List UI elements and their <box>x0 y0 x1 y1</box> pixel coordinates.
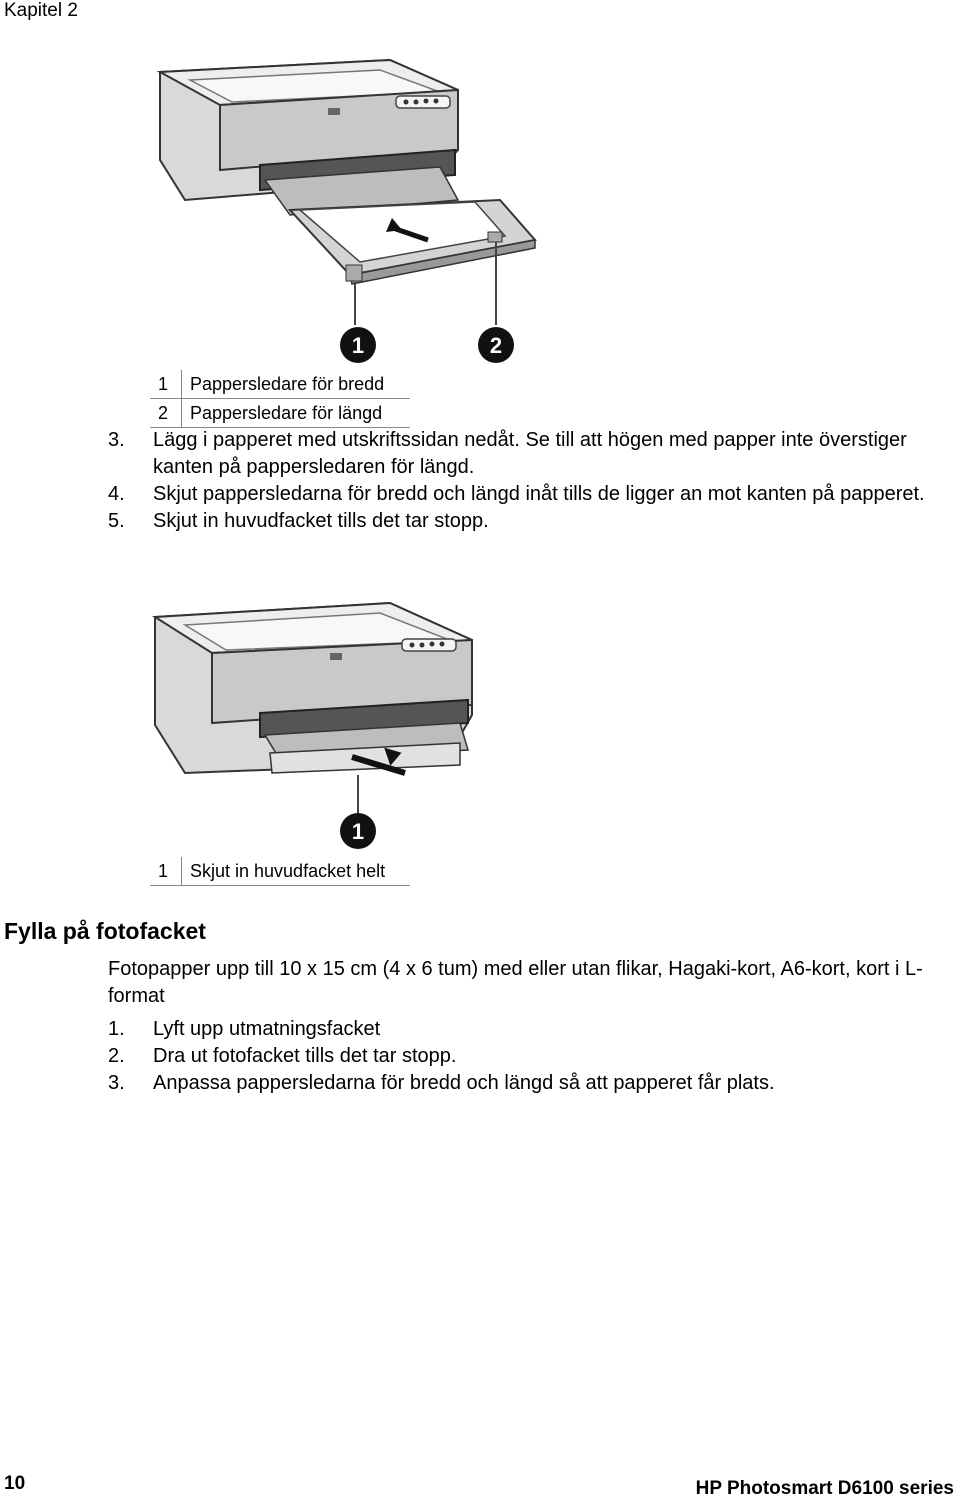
list-item <box>108 481 960 508</box>
step-number: 3. <box>108 429 125 451</box>
step-text: Dra ut fotofacket tills det tar stopp. <box>153 1045 457 1067</box>
page-number: 10 <box>4 1473 26 1494</box>
list-item <box>108 1016 775 1043</box>
legend-label: Pappersledare för längd <box>182 399 411 428</box>
step-number: 4. <box>108 483 125 505</box>
legend-number: 1 <box>150 857 182 886</box>
legend-row <box>150 399 410 428</box>
legend-number: 1 <box>150 370 182 399</box>
callout-2-icon <box>477 326 515 369</box>
step-text: Skjut pappersledarna för bredd och längd inåt tills de ligger an mot kanten på papperet. <box>153 483 925 505</box>
step-text: Lyft upp utmatningsfacket <box>153 1018 381 1040</box>
chapter-header: Kapitel 2 <box>4 0 78 21</box>
legend-row <box>150 370 410 399</box>
legend-row <box>150 857 410 886</box>
step-number: 2. <box>108 1045 125 1067</box>
legend-label: Pappersledare för bredd <box>182 370 411 399</box>
product-name: HP Photosmart D6100 series <box>695 1478 954 1499</box>
steps-list-b <box>108 1016 775 1097</box>
step-text: Skjut in huvudfacket tills det tar stopp. <box>153 510 489 532</box>
legend-number: 2 <box>150 399 182 428</box>
step-number: 1. <box>108 1018 125 1040</box>
callout-2-label: 2 <box>489 333 503 358</box>
steps-list-a <box>108 427 960 535</box>
list-item <box>108 508 960 535</box>
list-item <box>108 427 960 481</box>
list-item <box>108 1043 775 1070</box>
callout-1-icon <box>339 326 377 369</box>
callout-1-icon <box>339 812 377 855</box>
list-item <box>108 1070 775 1097</box>
printer-illustration-tray-in <box>140 595 480 815</box>
section-title: Fylla på fotofacket <box>4 918 206 944</box>
printer-illustration-tray-out <box>140 50 540 370</box>
legend-label: Skjut in huvudfacket helt <box>182 857 411 886</box>
figure1-legend <box>150 370 410 428</box>
step-number: 3. <box>108 1072 125 1094</box>
callout-1-label: 1 <box>351 819 365 844</box>
step-number: 5. <box>108 510 125 532</box>
callout-1-label: 1 <box>351 333 365 358</box>
step-text: Anpassa pappersledarna för bredd och längd så att papperet får plats. <box>153 1072 775 1094</box>
section-intro: Fotopapper upp till 10 x 15 cm (4 x 6 tum) med eller utan flikar, Hagaki-kort, A6-kort, kort i L-format <box>108 958 923 1007</box>
figure2-legend <box>150 857 410 886</box>
step-text: Lägg i papperet med utskriftssidan nedåt. Se till att högen med papper inte överstiger kanten på pappersledaren för längd. <box>153 429 907 478</box>
